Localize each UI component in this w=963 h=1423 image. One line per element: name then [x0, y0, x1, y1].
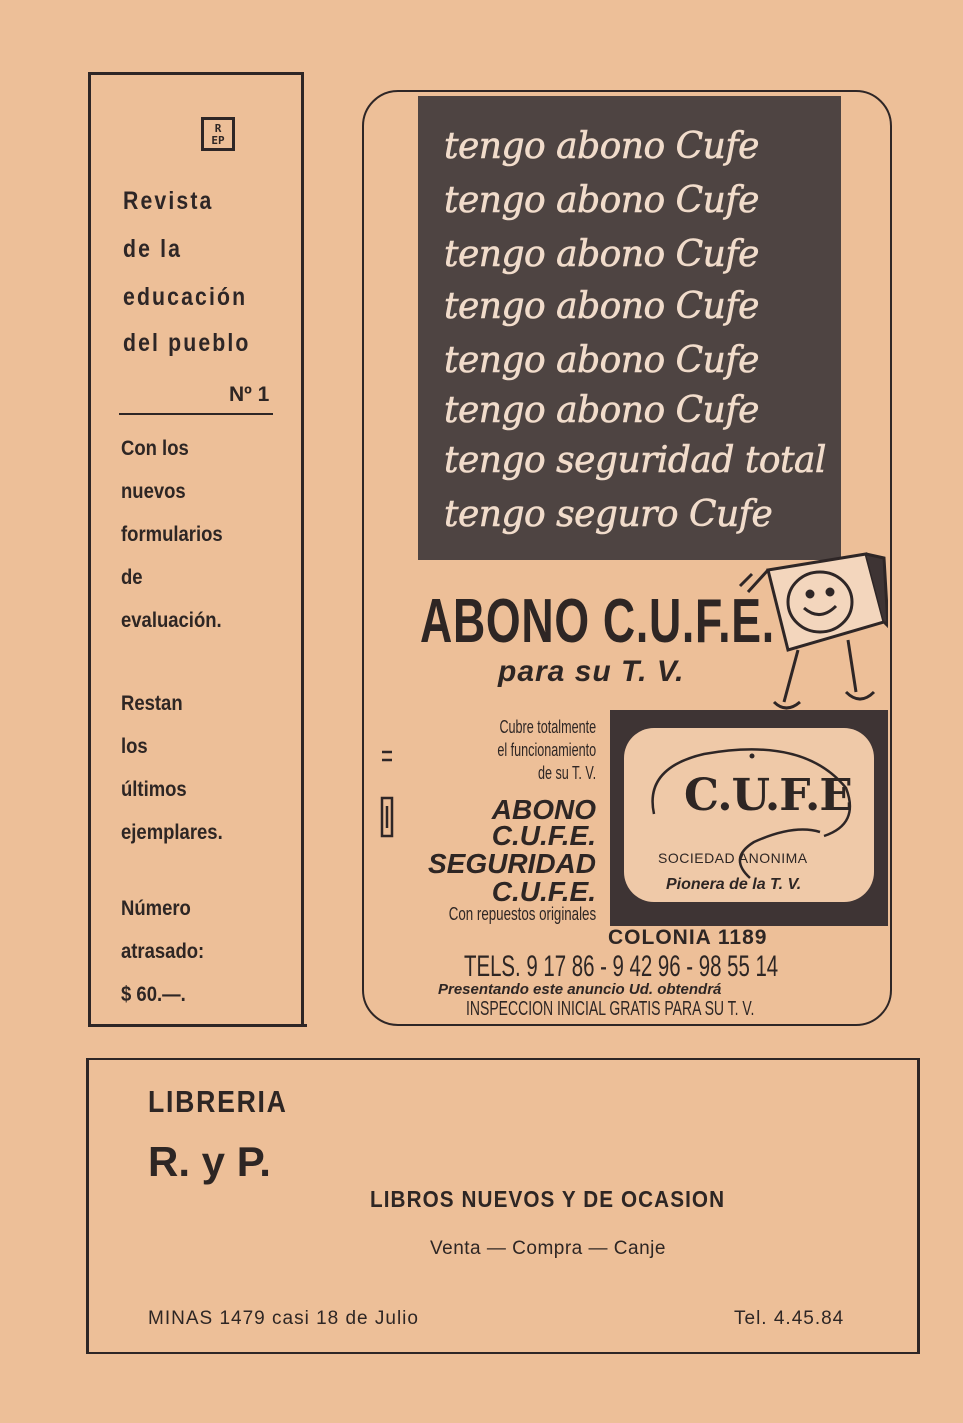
cufe-headline: ABONO C.U.F.E.	[420, 587, 775, 656]
cufe-logo-text: C.U.F.E	[684, 770, 852, 821]
repuestos-text: Con repuestos originales	[448, 904, 596, 924]
cubre-line: el funcionamiento	[497, 740, 596, 760]
margin-mark-icon	[380, 744, 394, 840]
cufe-offer-text: Presentando este anuncio Ud. obtendrá	[438, 981, 722, 998]
revista-body-line: evaluación.	[121, 609, 222, 632]
revista-title-line-4: del pueblo	[123, 329, 251, 357]
cufe-offer-detail: INSPECCION INICIAL GRATIS PARA SU T. V.	[466, 998, 755, 1020]
slogan-line: tengo abono Cufe	[444, 340, 759, 381]
seguridad-label: SEGURIDAD	[427, 848, 596, 879]
revista-body-line: últimos	[121, 778, 187, 801]
abono-label: ABONO	[491, 794, 596, 825]
cufe-phones: TELS. 9 17 86 - 9 42 96 - 98 55 14	[464, 950, 779, 983]
revista-issue-number: Nº 1	[229, 383, 270, 406]
revista-title-line-3: educación	[123, 283, 248, 311]
revista-body-line: Restan	[121, 692, 183, 715]
libreria-services: Venta — Compra — Canje	[430, 1238, 666, 1259]
revista-body-line: atrasado:	[121, 940, 205, 963]
libreria-tagline: LIBROS NUEVOS Y DE OCASION	[370, 1186, 726, 1212]
cufe-label: C.U.F.E.	[491, 820, 596, 851]
revista-title-line-2: de la	[123, 235, 183, 263]
cufe-logo-tagline: Pionera de la T. V.	[666, 876, 802, 893]
revista-body-line: ejemplares.	[121, 821, 223, 844]
revista-body-line: Con los	[121, 437, 189, 460]
cufe-logo-badge	[624, 728, 874, 902]
slogan-line: tengo abono Cufe	[444, 234, 759, 275]
revista-body-line: de	[121, 566, 143, 589]
revista-logo: R EP	[201, 117, 235, 151]
slogan-line: tengo abono Cufe	[444, 180, 759, 221]
slogan-line: tengo abono Cufe	[444, 390, 759, 431]
revista-body-line: formularios	[121, 523, 223, 546]
slogan-line: tengo abono Cufe	[444, 126, 759, 167]
revista-body-line: $ 60.—.	[121, 983, 186, 1006]
slogan-line: tengo seguridad total	[444, 440, 826, 481]
libreria-label: LIBRERIA	[148, 1084, 288, 1119]
cufe-logo-block	[610, 710, 888, 926]
cubre-line: Cubre totalmente	[499, 717, 596, 737]
cufe-subheadline: para su T. V.	[498, 655, 685, 688]
revista-title-line-1: Revista	[123, 187, 214, 215]
libreria-name: R. y P.	[148, 1138, 271, 1185]
tv-mascot-icon	[738, 552, 888, 720]
slogan-block	[418, 96, 841, 560]
cufe-description	[497, 716, 596, 785]
slogan-line: tengo seguro Cufe	[444, 494, 773, 535]
revista-body-line: nuevos	[121, 480, 186, 503]
revista-divider	[119, 413, 273, 415]
revista-ad-box	[88, 72, 304, 1027]
cufe-label: C.U.F.E.	[491, 876, 596, 907]
cufe-address: COLONIA 1189	[608, 926, 768, 949]
revista-body-line: Número	[121, 897, 191, 920]
cubre-line: de su T. V.	[537, 763, 596, 783]
revista-body-line: los	[121, 735, 148, 758]
libreria-phone: Tel. 4.45.84	[734, 1308, 845, 1329]
libreria-address: MINAS 1479 casi 18 de Julio	[148, 1308, 419, 1329]
slogan-line: tengo abono Cufe	[444, 286, 759, 327]
cufe-company-type: SOCIEDAD ANONIMA	[658, 850, 808, 866]
